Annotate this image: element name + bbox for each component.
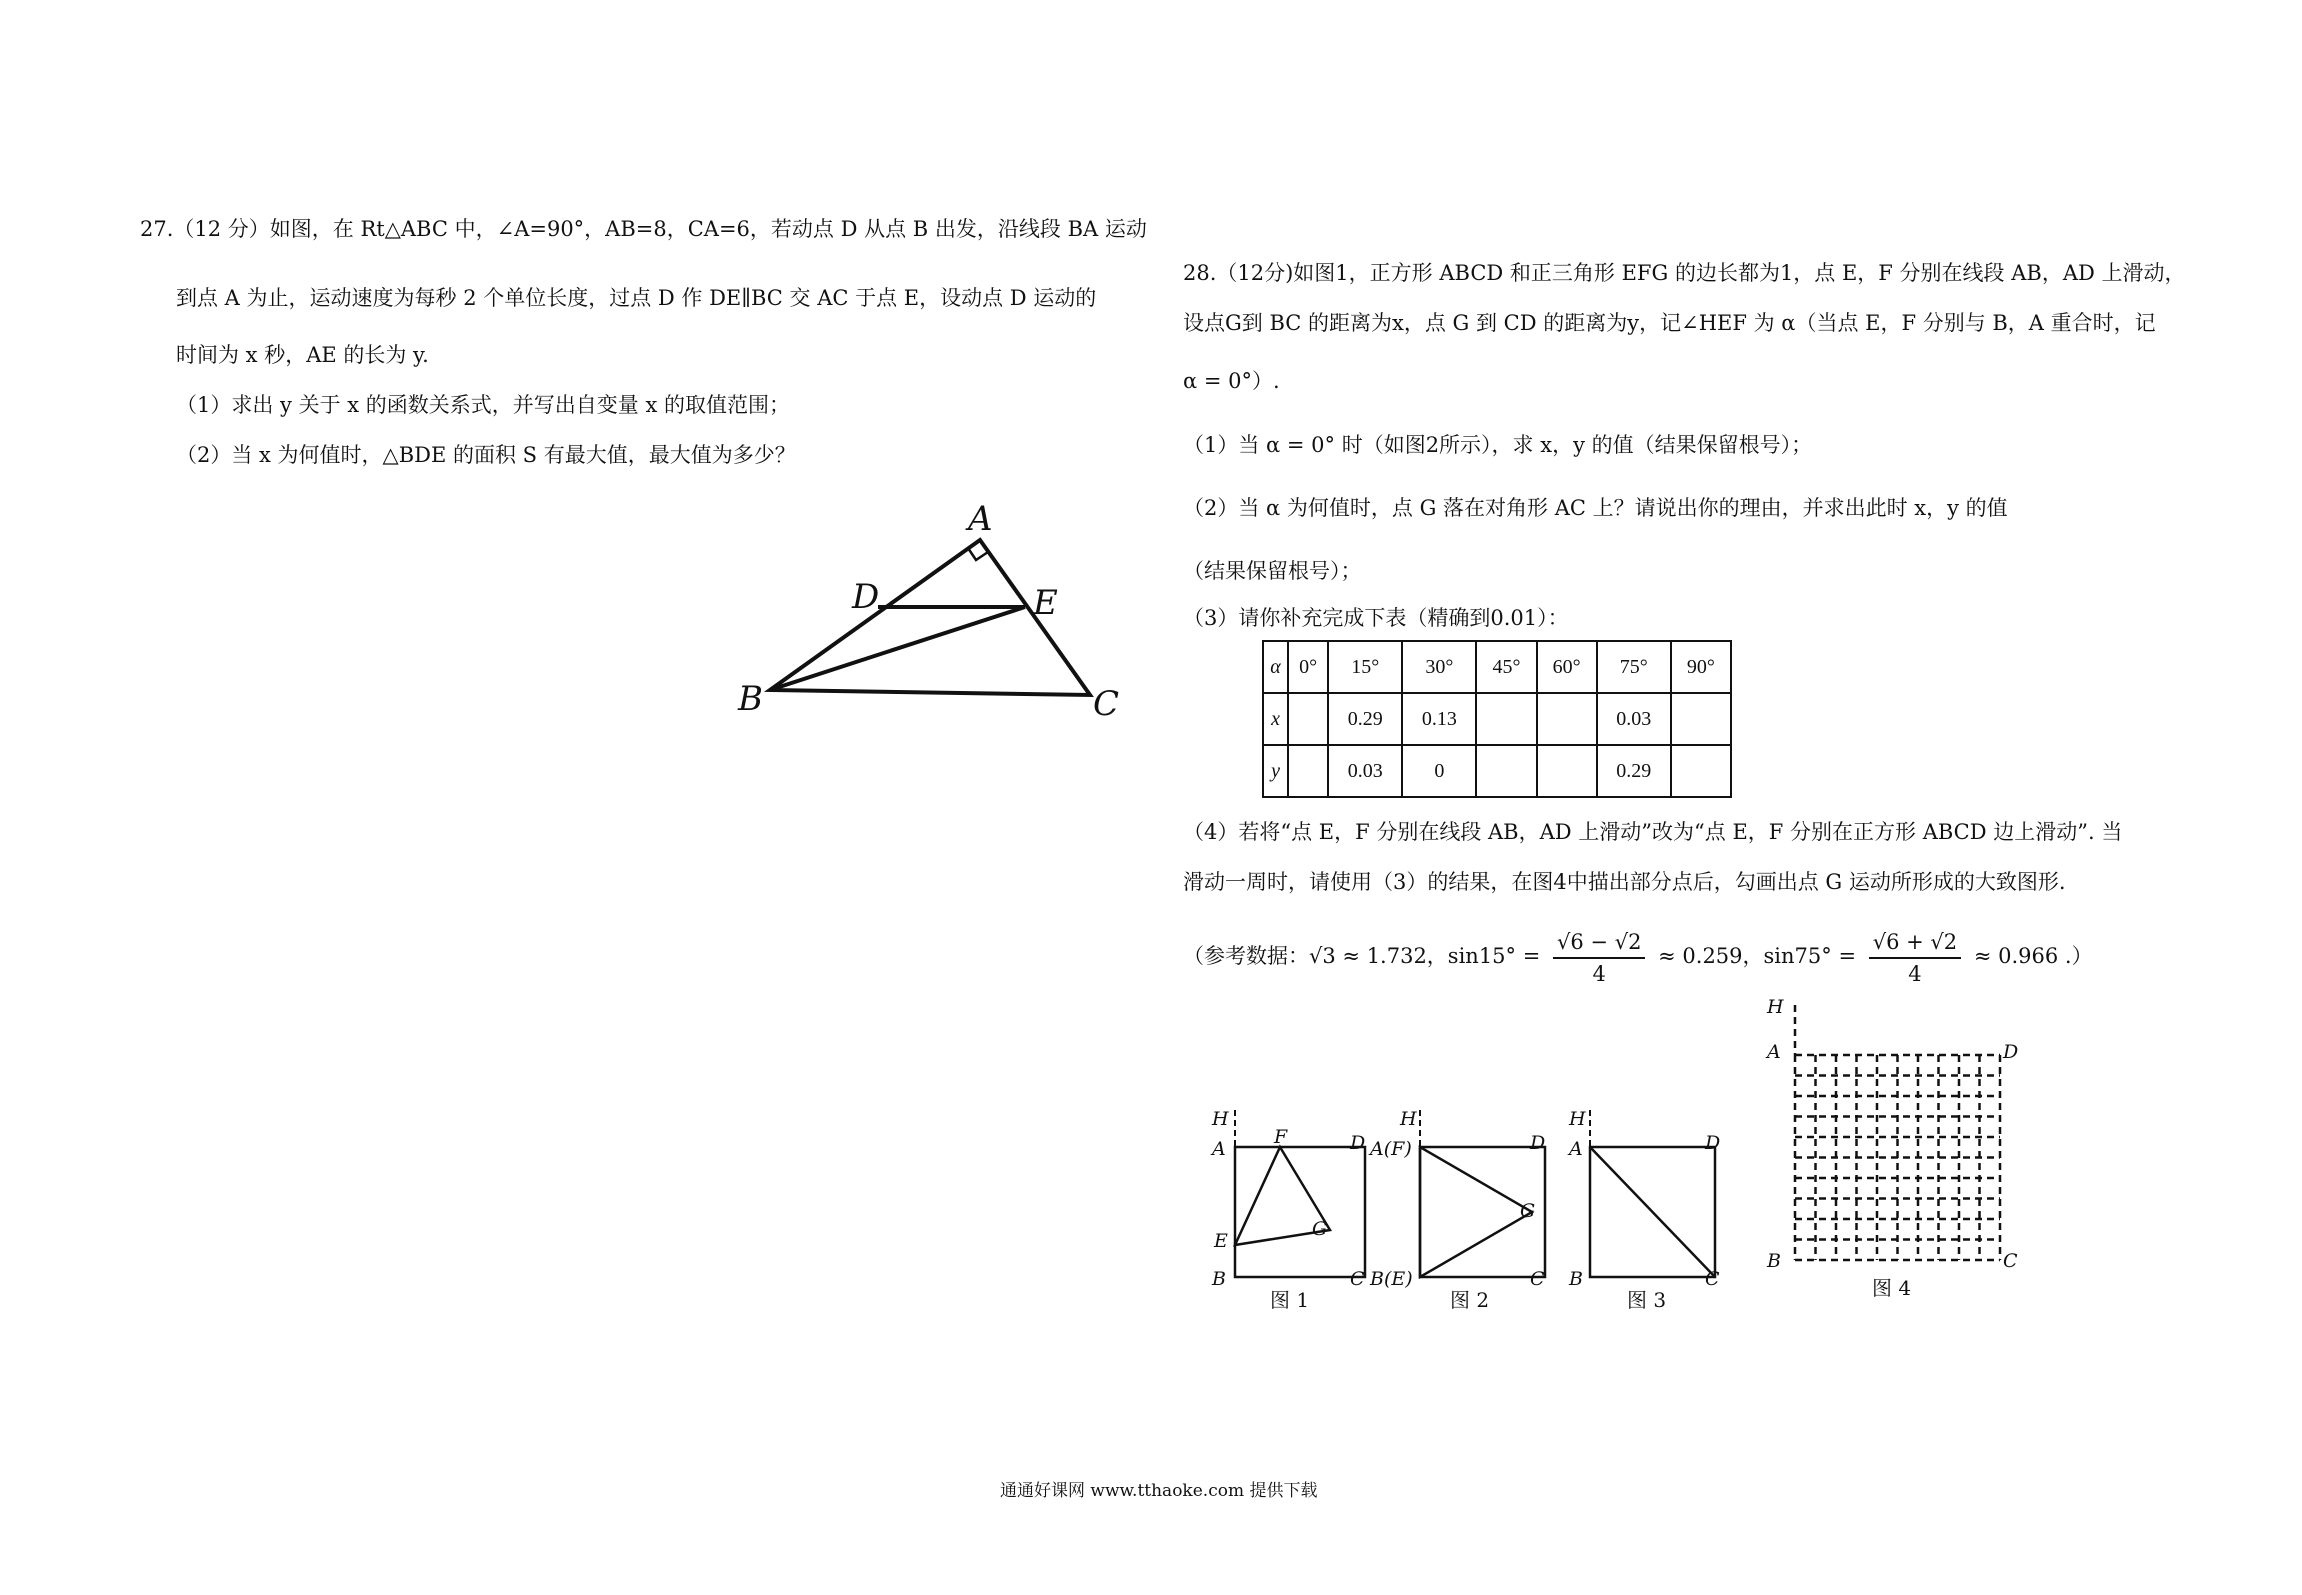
fraction-sin75 (1869, 927, 1961, 989)
fig3-caption: 图 3 (1627, 1288, 1667, 1312)
fraction-denominator: 4 (1908, 961, 1922, 986)
table-cell (1288, 693, 1328, 745)
table-cell: 45° (1476, 641, 1536, 693)
table-cell (1537, 745, 1597, 797)
q28-part2b: （结果保留根号）； (1183, 559, 1362, 583)
fig1-label-a: A (1212, 1138, 1226, 1160)
fig2-label-a: A(F) (1370, 1138, 1412, 1160)
fig4-caption: 图 4 (1872, 1276, 1912, 1300)
fig2-label-b: B(E) (1370, 1268, 1413, 1290)
fig2-label-g: G (1520, 1200, 1536, 1222)
table-cell: y (1263, 745, 1288, 797)
table-row (1263, 745, 1731, 797)
q27-line3: 时间为 x 秒，AE 的长为 y. (176, 343, 429, 367)
q28-part4a: （4）若将“点 E，F 分别在线段 AB，AD 上滑动”改为“点 E，F 分别在正方形 ABCD 边上滑动”. 当 (1183, 820, 2123, 844)
q28-line2: 设点G到 BC 的距离为x，点 G 到 CD 的距离为y，记∠HEF 为 α（当点 E，F 分别与 B，A 重合时，记 (1183, 311, 2156, 335)
table-cell: 0.03 (1328, 745, 1402, 797)
q27-line2: 到点 A 为止，运动速度为每秒 2 个单位长度，过点 D 作 DE∥BC 交 AC 于点 E，设动点 D 运动的 (176, 286, 1097, 310)
fig1-label-e: E (1214, 1230, 1228, 1252)
fig1-label-b: B (1212, 1268, 1226, 1290)
q28-line3: α = 0°）. (1183, 369, 1280, 393)
fig2-label-c: C (1530, 1268, 1545, 1290)
ref-prefix: （参考数据：√3 ≈ 1.732，sin15° = (1183, 944, 1541, 968)
table-cell: 0.13 (1402, 693, 1476, 745)
label-d: D (852, 577, 880, 617)
q28-line1: 28.（12分)如图1，正方形 ABCD 和正三角形 EFG 的边长都为1，点 E，F 分别在线段 AB，AD 上滑动， (1183, 261, 2186, 285)
fig4-label-b: B (1767, 1250, 1781, 1272)
table-cell: 0 (1402, 745, 1476, 797)
ref-mid: ≈ 0.259，sin75° = (1658, 944, 1857, 968)
table-cell: 0° (1288, 641, 1328, 693)
q27-triangle-figure (700, 490, 1160, 740)
table-cell: α (1263, 641, 1288, 693)
q27-line1: 27.（12 分）如图，在 Rt△ABC 中，∠A=90°，AB=8，CA=6，若动点 D 从点 B 出发，沿线段 BA 运动 (140, 217, 1147, 241)
figure-2 (1370, 1105, 1550, 1312)
label-c: C (1093, 684, 1120, 724)
table-cell: 30° (1402, 641, 1476, 693)
q27-part1: （1）求出 y 关于 x 的函数关系式，并写出自变量 x 的取值范围； (176, 393, 790, 417)
fig3-label-h: H (1569, 1108, 1586, 1130)
table-cell (1537, 693, 1597, 745)
fig1-label-h: H (1212, 1108, 1229, 1130)
segment-be (770, 607, 1025, 690)
fraction-numerator: √6 − √2 (1553, 927, 1645, 959)
table-cell (1476, 745, 1536, 797)
q28-part1: （1）当 α = 0° 时（如图2所示），求 x，y 的值（结果保留根号）； (1183, 433, 1813, 457)
fig1-caption: 图 1 (1270, 1288, 1310, 1312)
q28-part4b: 滑动一周时，请使用（3）的结果，在图4中描出部分点后，勾画出点 G 运动所形成的大致图形. (1183, 870, 2066, 894)
table-cell (1671, 693, 1731, 745)
label-b: B (738, 679, 763, 719)
fig3-label-d: D (1705, 1132, 1721, 1154)
label-e: E (1033, 583, 1058, 623)
label-a: A (968, 499, 993, 539)
table-cell: x (1263, 693, 1288, 745)
figure-3 (1555, 1105, 1735, 1312)
fig4-dashed-grid (1795, 1055, 2000, 1260)
ref-suffix: ≈ 0.966 .） (1973, 944, 2093, 968)
fig2-label-h: H (1400, 1108, 1417, 1130)
table-cell (1476, 693, 1536, 745)
fig1-label-f: F (1274, 1126, 1288, 1148)
q28-part3: （3）请你补充完成下表（精确到0.01）： (1183, 606, 1569, 630)
table-cell: 0.29 (1328, 693, 1402, 745)
table-cell (1671, 745, 1731, 797)
table-row (1263, 693, 1731, 745)
figure-1 (1200, 1105, 1380, 1312)
fig2-label-d: D (1530, 1132, 1546, 1154)
fraction-sin15 (1553, 927, 1645, 989)
fig4-label-c: C (2003, 1250, 2018, 1272)
figure-4 (1755, 985, 2045, 1305)
table-cell: 90° (1671, 641, 1731, 693)
alpha-xy-table (1262, 640, 1732, 798)
table-cell: 60° (1537, 641, 1597, 693)
fig1-label-g: G (1312, 1218, 1328, 1240)
fig1-label-c: C (1350, 1268, 1365, 1290)
table-cell: 0.03 (1597, 693, 1671, 745)
fig2-caption: 图 2 (1450, 1288, 1490, 1312)
fig3-label-b: B (1569, 1268, 1583, 1290)
fig4-label-d: D (2003, 1041, 2019, 1063)
fraction-numerator: √6 + √2 (1869, 927, 1961, 959)
table-cell: 0.29 (1597, 745, 1671, 797)
table-cell (1288, 745, 1328, 797)
page-footer: 通通好课网 www.tthaoke.com 提供下载 (1000, 1481, 1318, 1501)
fig3-label-c: C (1705, 1268, 1720, 1290)
fig3-label-a: A (1569, 1138, 1583, 1160)
fig4-label-h: H (1767, 996, 1784, 1018)
table-cell: 75° (1597, 641, 1671, 693)
fig4-label-a: A (1767, 1041, 1781, 1063)
q28-part2: （2）当 α 为何值时，点 G 落在对角形 AC 上？请说出你的理由，并求出此时 x，y 的值 (1183, 496, 2008, 520)
q28-reference-data (1183, 924, 2093, 989)
q27-part2: （2）当 x 为何值时，△BDE 的面积 S 有最大值，最大值为多少？ (176, 443, 796, 467)
table-cell: 15° (1328, 641, 1402, 693)
fig1-label-d: D (1350, 1132, 1366, 1154)
fraction-denominator: 4 (1592, 961, 1606, 986)
table-row (1263, 641, 1731, 693)
